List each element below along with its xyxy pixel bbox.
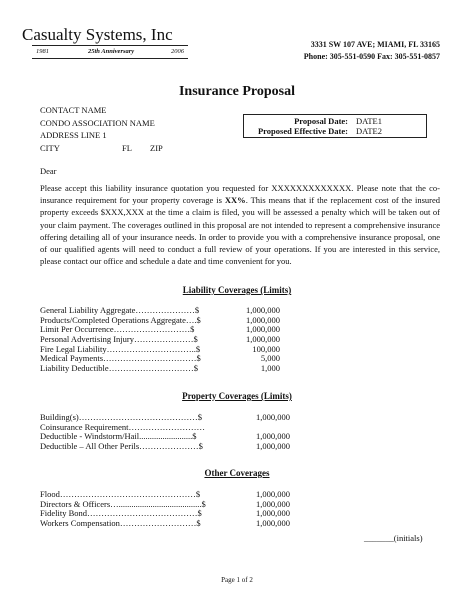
greeting: Dear xyxy=(40,166,57,176)
row-amount: 1,000,000 xyxy=(256,489,290,499)
row-label: Workers Compensation………………………$ xyxy=(40,518,201,529)
liability-heading: Liability Coverages (Limits) xyxy=(182,285,292,295)
proposal-dates-box xyxy=(243,114,427,138)
row-label: Directors & Officers….......................................$ xyxy=(40,498,206,509)
row-amount: 1,000,000 xyxy=(246,334,280,345)
contact-state: FL xyxy=(122,142,132,153)
row-label: Building(s)……………………………………$ xyxy=(40,412,202,422)
row-label: Coinsurance Requirement……………………… xyxy=(40,421,206,432)
contact-address: ADDRESS LINE 1 xyxy=(40,130,107,141)
row-amount: 1,000,000 xyxy=(246,314,280,325)
row-amount: 1,000,000 xyxy=(256,431,290,442)
body-text-post: . This means that if the replacement cost of the insured property exceeds $XXX,XXX at the time a claim is filed, you will be assessed a penalty which will be taken out of your claim payment. The coverages outlined in this proposal are not intended to represent a comprehensive insurance offering detailing all of your insurance needs. In order to provide you with a comprehensive insurance proposal, one of our qualified agents will need to conduct a full review of your operations. If you are interested in this service, please contact our office and schedule a date and time convenient for you. xyxy=(40,195,440,267)
row-label: Personal Advertising Injury…………………$ xyxy=(40,334,198,345)
body-text-pre: Please accept this liability insurance quotation you requested for XXXXXXXXXXXXX. Please note that the co-insurance requirement for your property coverage is xyxy=(40,183,440,206)
proposal-date-value: DATE1 xyxy=(356,116,382,126)
proposal-date-label: Proposal Date: xyxy=(294,116,348,126)
row-label: Deductible – All Other Perils…………………$ xyxy=(40,441,203,452)
row-label: Fire Legal Liability…………………………..$ xyxy=(40,343,201,354)
contact-association: CONDO ASSOCIATION NAME xyxy=(40,117,155,128)
company-contact xyxy=(304,39,440,63)
row-label: Liability Deductible…………………………$ xyxy=(40,363,198,374)
anniversary-end-year: 2006 xyxy=(171,48,184,55)
row-amount: 1,000,000 xyxy=(256,518,290,529)
row-label: General Liability Aggregate…………………$ xyxy=(40,305,200,315)
row-label: Products/Completed Operations Aggregate….$ xyxy=(40,314,201,325)
anniversary-label: 25th Anniversary xyxy=(88,48,135,55)
page-title: Insurance Proposal xyxy=(178,84,296,99)
row-label: Fidelity Bond…………………………………$ xyxy=(40,508,202,519)
row-label: Limit Per Occurrence………………………$ xyxy=(40,324,195,335)
effective-date-label: Proposed Effective Date: xyxy=(257,126,348,136)
row-amount: 1,000,000 xyxy=(256,508,290,519)
row-label: Medical Payments……………………………$ xyxy=(40,353,201,364)
anniversary-start-year: 1981 xyxy=(36,48,49,55)
row-amount: 5,000 xyxy=(260,353,280,364)
initials-line: _______(initials) xyxy=(364,533,423,543)
page-number: Page 1 of 2 xyxy=(221,576,253,584)
contact-city-line xyxy=(40,142,163,155)
company-name: Casualty Systems, Inc xyxy=(22,25,173,44)
effective-date-value: DATE2 xyxy=(356,126,382,136)
company-address: 3331 SW 107 AVE; MIAMI, FL 33165 xyxy=(310,40,440,49)
row-amount: 1,000,000 xyxy=(256,498,290,509)
contact-zip: ZIP xyxy=(150,142,163,153)
contact-block xyxy=(40,104,163,154)
row-amount: 1,000 xyxy=(260,363,280,374)
row-amount: 100,000 xyxy=(252,343,280,354)
row-amount: 1,000,000 xyxy=(246,305,280,315)
property-heading: Property Coverages (Limits) xyxy=(182,391,292,401)
company-phone-fax: Phone: 305-551-0590 Fax: 305-551-0857 xyxy=(303,52,440,61)
row-label: Deductible - Windstorm/Hail.........................$ xyxy=(40,431,197,442)
anniversary-banner xyxy=(32,45,188,59)
other-heading: Other Coverages xyxy=(204,468,270,478)
coinsurance-percent: XX% xyxy=(224,195,246,206)
body-paragraph xyxy=(40,182,440,267)
row-amount: 1,000,000 xyxy=(256,441,290,452)
contact-city: CITY xyxy=(40,142,60,153)
row-label: Flood…………………………………………$ xyxy=(40,489,201,499)
row-amount: 1,000,000 xyxy=(246,324,280,335)
row-amount: 1,000,000 xyxy=(256,412,290,422)
contact-name: CONTACT NAME xyxy=(40,105,107,115)
